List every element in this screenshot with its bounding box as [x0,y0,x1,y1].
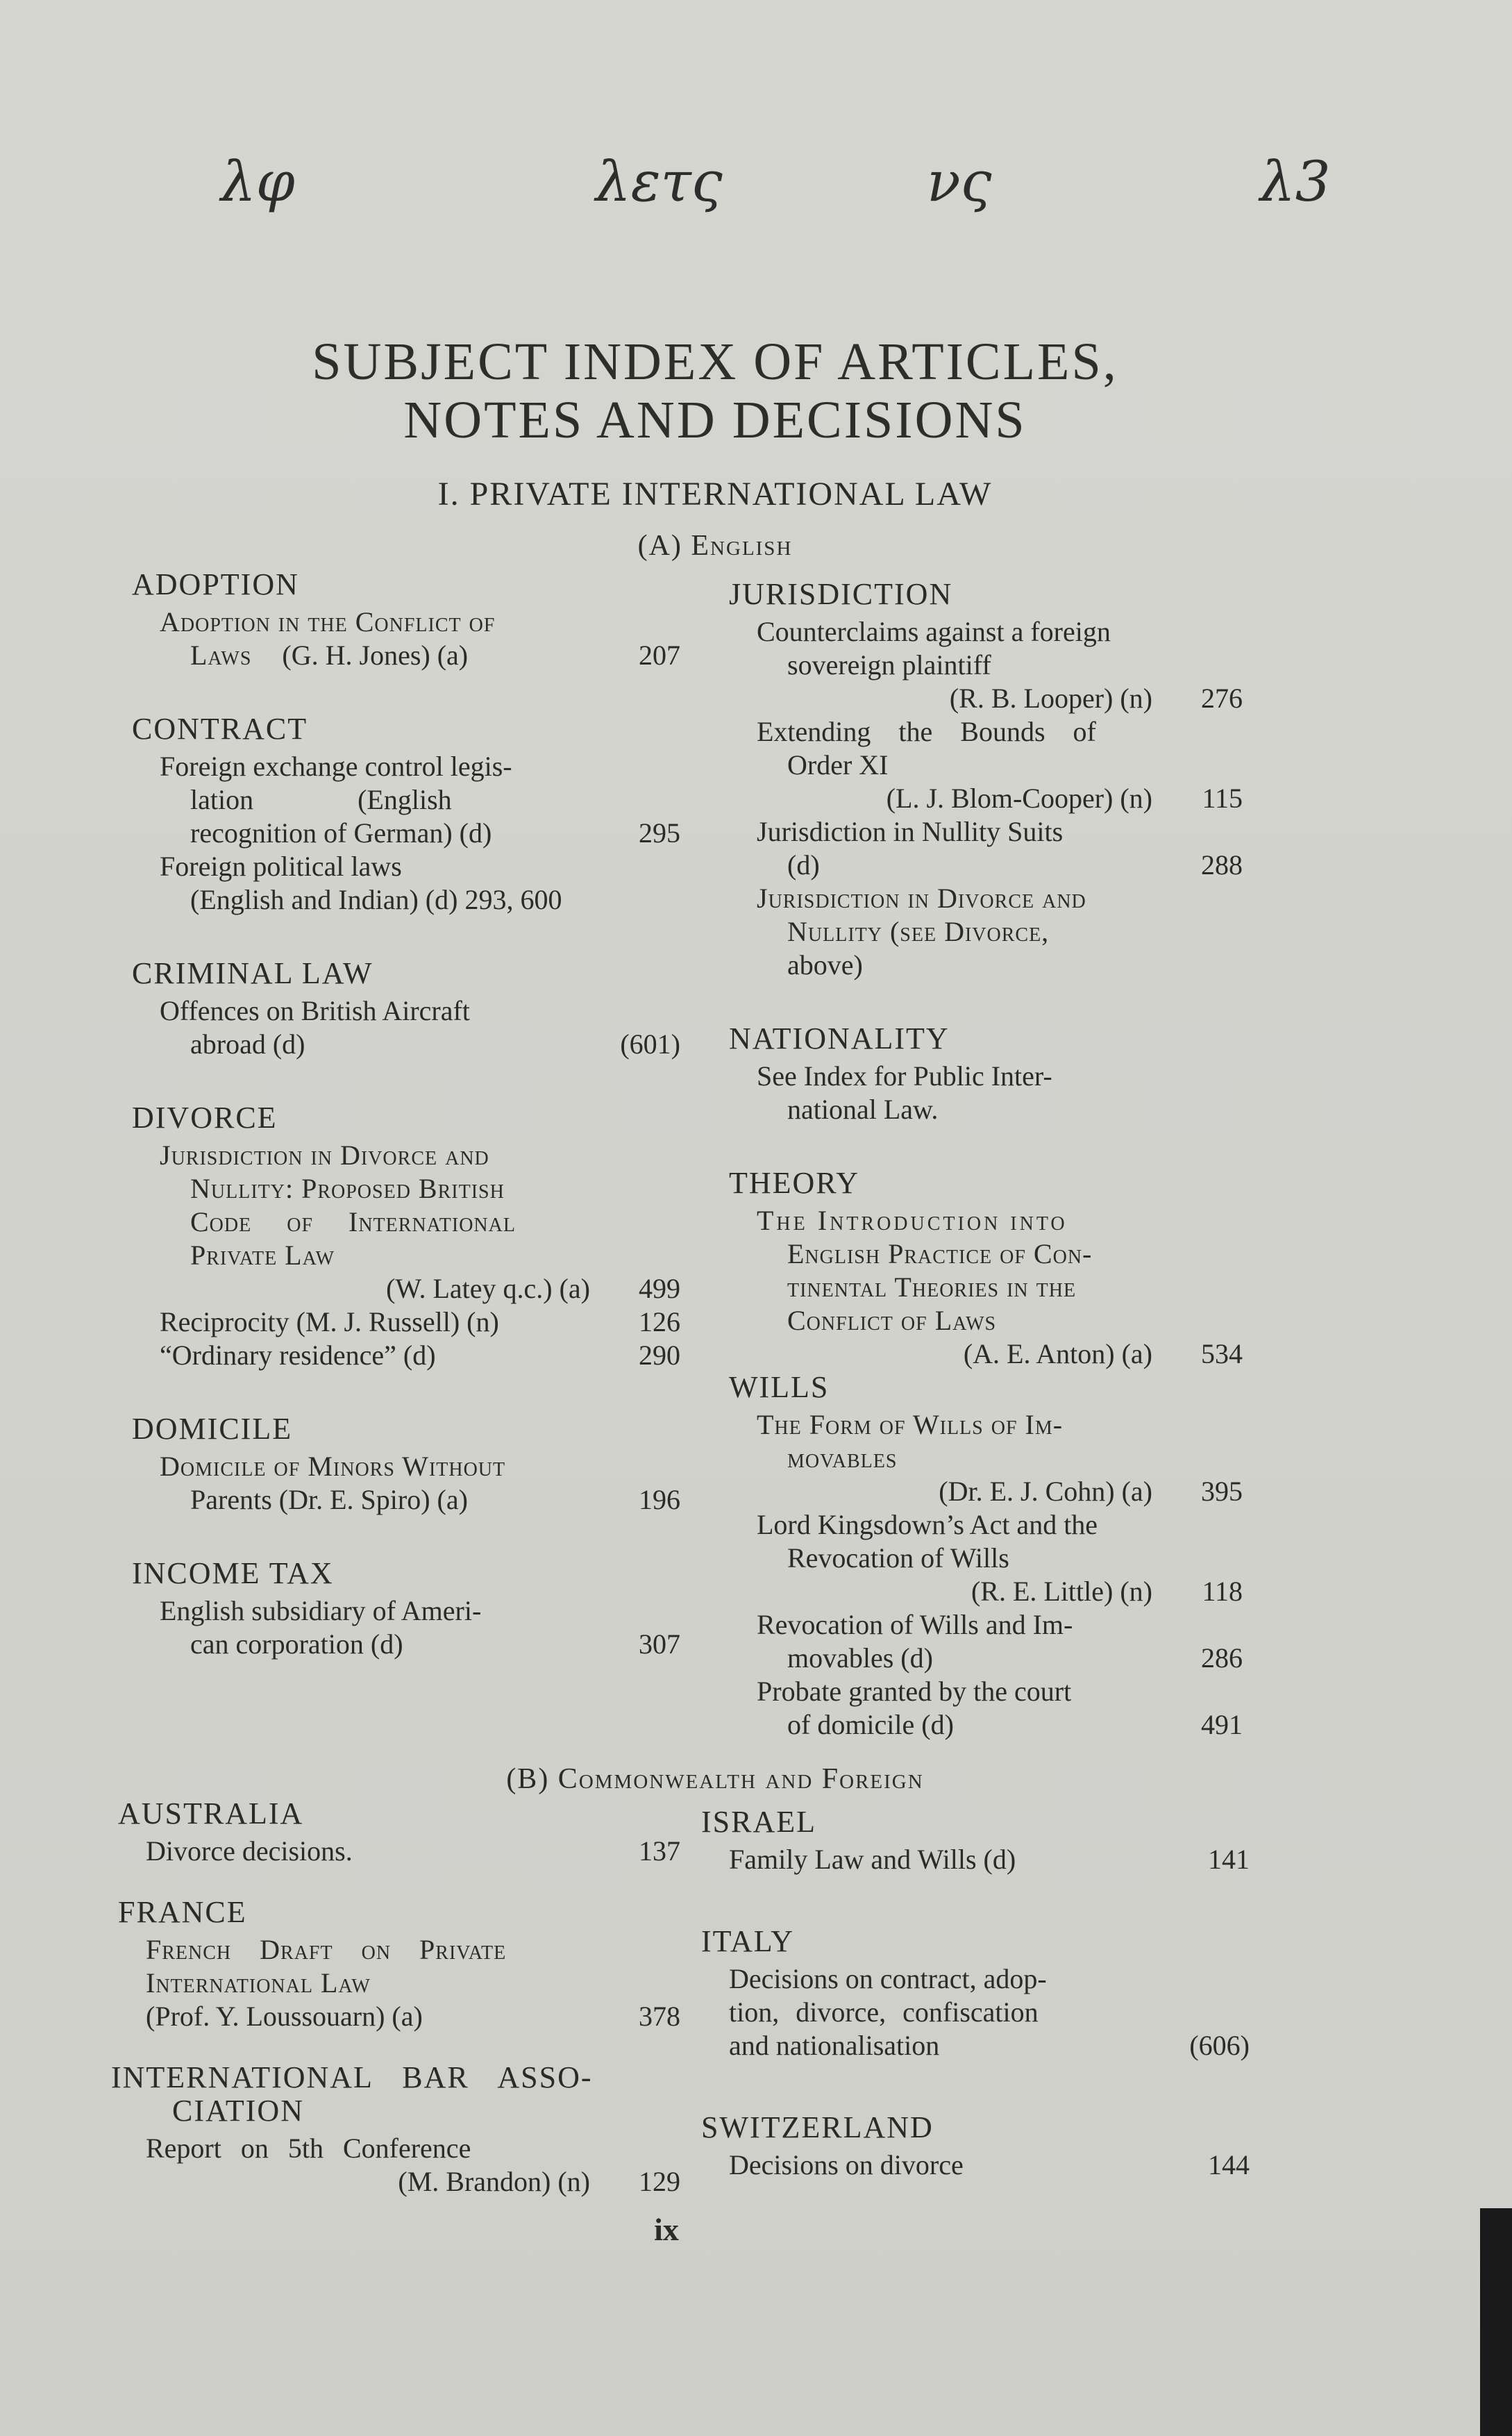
entry-text: Nullity (see Divorce, [787,916,1050,947]
index-heading-contract: CONTRACT [132,712,308,746]
page-title-line-2: NOTES AND DECISIONS [403,391,1027,449]
index-heading-adoption: ADOPTION [132,567,299,601]
page-number: 144 [1208,2149,1250,2180]
entry-text: Adoption in the Conflict of [160,606,496,637]
index-entry [160,1339,680,1372]
page-number: 491 [1201,1709,1243,1740]
index-heading-italy: ITALY [701,1924,795,1958]
index-entry [757,1508,1243,1608]
page-number: 286 [1201,1642,1243,1674]
index-entry [146,2132,680,2199]
page-number: 307 [639,1628,680,1660]
entry-text: Private Law [190,1240,335,1271]
binding-shadow [1480,2208,1512,2436]
part-heading: I. PRIVATE INTERNATIONAL LAW [437,476,993,512]
page-number: 196 [639,1484,680,1515]
page-number: 288 [1201,849,1243,881]
page-number: 276 [1201,683,1243,714]
index-heading-international-bar-cont: CIATION [172,2094,304,2128]
page-number: 378 [639,2001,680,2032]
index-heading-international-bar: INTERNATIONAL BAR ASSO- [111,2060,593,2094]
entry-text: Lord Kingsdown’s Act and the [757,1509,1098,1540]
entry-author: (R. E. Little) (n) [971,1576,1152,1607]
entry-text: Divorce decisions. [146,1835,353,1867]
entry-author: (G. H. Jones) (a) [282,640,469,671]
entry-text: Parents (Dr. E. Spiro) (a) [190,1484,468,1515]
page-number: 207 [639,640,680,671]
entry-author: (Dr. E. J. Cohn) (a) [939,1476,1152,1507]
entry-author: (L. J. Blom-Cooper) (n) [886,783,1152,814]
entry-text: sovereign plaintiff [787,649,991,681]
index-column-right [715,578,1243,1742]
entry-text: The Introduction into [757,1205,1068,1236]
index-entry [160,1594,680,1661]
entry-text: Jurisdiction in Divorce and [160,1140,489,1171]
entry-text: Foreign exchange control legis- [160,751,512,782]
index-entry [757,715,1243,815]
page-number: 534 [1201,1338,1243,1369]
page-number: (601) [620,1028,680,1060]
entry-text: Revocation of Wills and Im- [757,1609,1073,1640]
index-entry [729,2149,1250,2182]
index-entry [160,750,680,850]
entry-text: Offences on British Aircraft [160,995,470,1026]
entry-text: “Ordinary residence” (d) [160,1340,436,1371]
entry-text: above) [787,949,863,981]
entry-author: (R. B. Looper) (n) [949,683,1152,714]
index-heading-switzerland: SWITZERLAND [701,2110,934,2144]
entry-text: Counterclaims against a foreign [757,616,1111,647]
page-number: 395 [1201,1476,1243,1507]
entry-text: can corporation (d) [190,1628,403,1660]
index-entry [757,1675,1243,1742]
entry-text: national Law. [787,1094,939,1125]
entry-author: (W. Latey q.c.) (a) [386,1273,590,1304]
index-entry [160,994,680,1061]
page-title-line-1: SUBJECT INDEX OF ARTICLES, [312,333,1118,391]
handwritten-note: λφ [221,149,295,214]
entry-text: English Practice of Con- [787,1238,1093,1269]
index-heading-australia: AUSTRALIA [118,1796,304,1830]
index-heading-criminal-law: CRIMINAL LAW [132,956,373,990]
index-entry [757,1204,1243,1371]
index-column-left [111,568,680,1661]
handwritten-annotations [0,149,1512,240]
entry-text: See Index for Public Inter- [757,1060,1052,1092]
entry-text: Conflict of Laws [787,1305,997,1336]
index-heading-jurisdiction: JURISDICTION [729,577,953,611]
entry-text: French Draft on Private [146,1934,507,1965]
index-entry [160,1139,680,1305]
page-number: 137 [639,1835,680,1867]
foreign-column-right [694,1805,1250,2182]
index-heading-israel: ISRAEL [701,1805,816,1839]
entry-text: (English and Indian) (d) 293, 600 [190,884,562,915]
entry-text: Domicile of Minors Without [160,1451,506,1482]
index-entry [757,615,1243,715]
index-entry [729,1843,1250,1876]
entry-author: (M. Brandon) (n) [398,2166,590,2197]
entry-text: Order XI [787,749,889,781]
entry-text: Family Law and Wills (d) [729,1844,1016,1875]
handwritten-note: νς [927,149,992,214]
index-entry [757,1060,1243,1126]
section-heading-commonwealth-foreign: (B) Commonwealth and Foreign [506,1763,924,1795]
entry-text: International Law [146,1967,371,1999]
handwritten-note: λ3 [1260,149,1331,214]
entry-text: Jurisdiction in Divorce and [757,883,1086,914]
foreign-column-left [111,1797,680,2199]
section-heading-english: (A) English [637,530,793,562]
entry-text: Revocation of Wills [787,1542,1009,1574]
index-entry [757,1408,1243,1508]
index-entry [160,606,680,672]
page-number: 295 [639,817,680,849]
entry-author: (Prof. Y. Loussouarn) (a) [146,2001,423,2032]
index-entry [757,1608,1243,1675]
index-entry [146,1835,680,1868]
entry-text: (d) [787,849,820,881]
entry-text: tion, divorce, confiscation [729,1996,1039,2028]
index-heading-divorce: DIVORCE [132,1101,278,1135]
index-heading-nationality: NATIONALITY [729,1021,950,1056]
index-entry [160,1450,680,1517]
entry-text: Reciprocity (M. J. Russell) (n) [160,1306,499,1337]
entry-text: Laws [190,640,252,671]
page-number: 129 [639,2166,680,2197]
entry-text: abroad (d) [190,1028,305,1060]
index-heading-income-tax: INCOME TAX [132,1556,334,1590]
entry-author: (A. E. Anton) (a) [963,1338,1152,1369]
index-entry [146,1933,680,2033]
entry-text: Extending the Bounds of [757,716,1096,747]
index-entry [160,850,680,917]
page-number: 115 [1202,783,1243,814]
page-number: 141 [1208,1844,1250,1875]
entry-text: recognition of German) (d) [190,817,492,849]
page-number: 290 [639,1340,680,1371]
handwritten-note: λετς [596,149,723,214]
entry-text: English subsidiary of Ameri- [160,1595,482,1626]
page-number: 499 [639,1273,680,1304]
entry-text: lation (English [190,784,452,815]
index-heading-france: FRANCE [118,1895,247,1929]
page-number: 118 [1202,1576,1243,1607]
entry-text: Decisions on divorce [729,2149,964,2180]
index-entry [160,1305,680,1339]
page-folio: ix [654,2212,679,2247]
entry-text: tinental Theories in the [787,1271,1077,1303]
entry-text: Decisions on contract, adop- [729,1963,1047,1994]
entry-text: Foreign political laws [160,851,402,882]
index-heading-theory: THEORY [729,1166,859,1200]
index-entry [729,1962,1250,2062]
entry-text: Report on 5th Conference [146,2133,471,2164]
entry-text: Code of International [190,1206,516,1237]
page-number: (606) [1189,2030,1250,2061]
entry-text: Probate granted by the court [757,1676,1072,1707]
index-heading-domicile: DOMICILE [132,1412,293,1446]
entry-text: Nullity: Proposed British [190,1173,505,1204]
entry-text: Jurisdiction in Nullity Suits [757,816,1064,847]
page-number: 126 [639,1306,680,1337]
index-heading-wills: WILLS [729,1370,830,1404]
index-entry [757,882,1243,982]
entry-text: movables (d) [787,1642,933,1674]
index-entry [757,815,1243,882]
entry-text: and nationalisation [729,2030,940,2061]
entry-text: The Form of Wills of Im- [757,1409,1064,1440]
entry-text: of domicile (d) [787,1709,954,1740]
entry-text: movables [787,1442,898,1474]
